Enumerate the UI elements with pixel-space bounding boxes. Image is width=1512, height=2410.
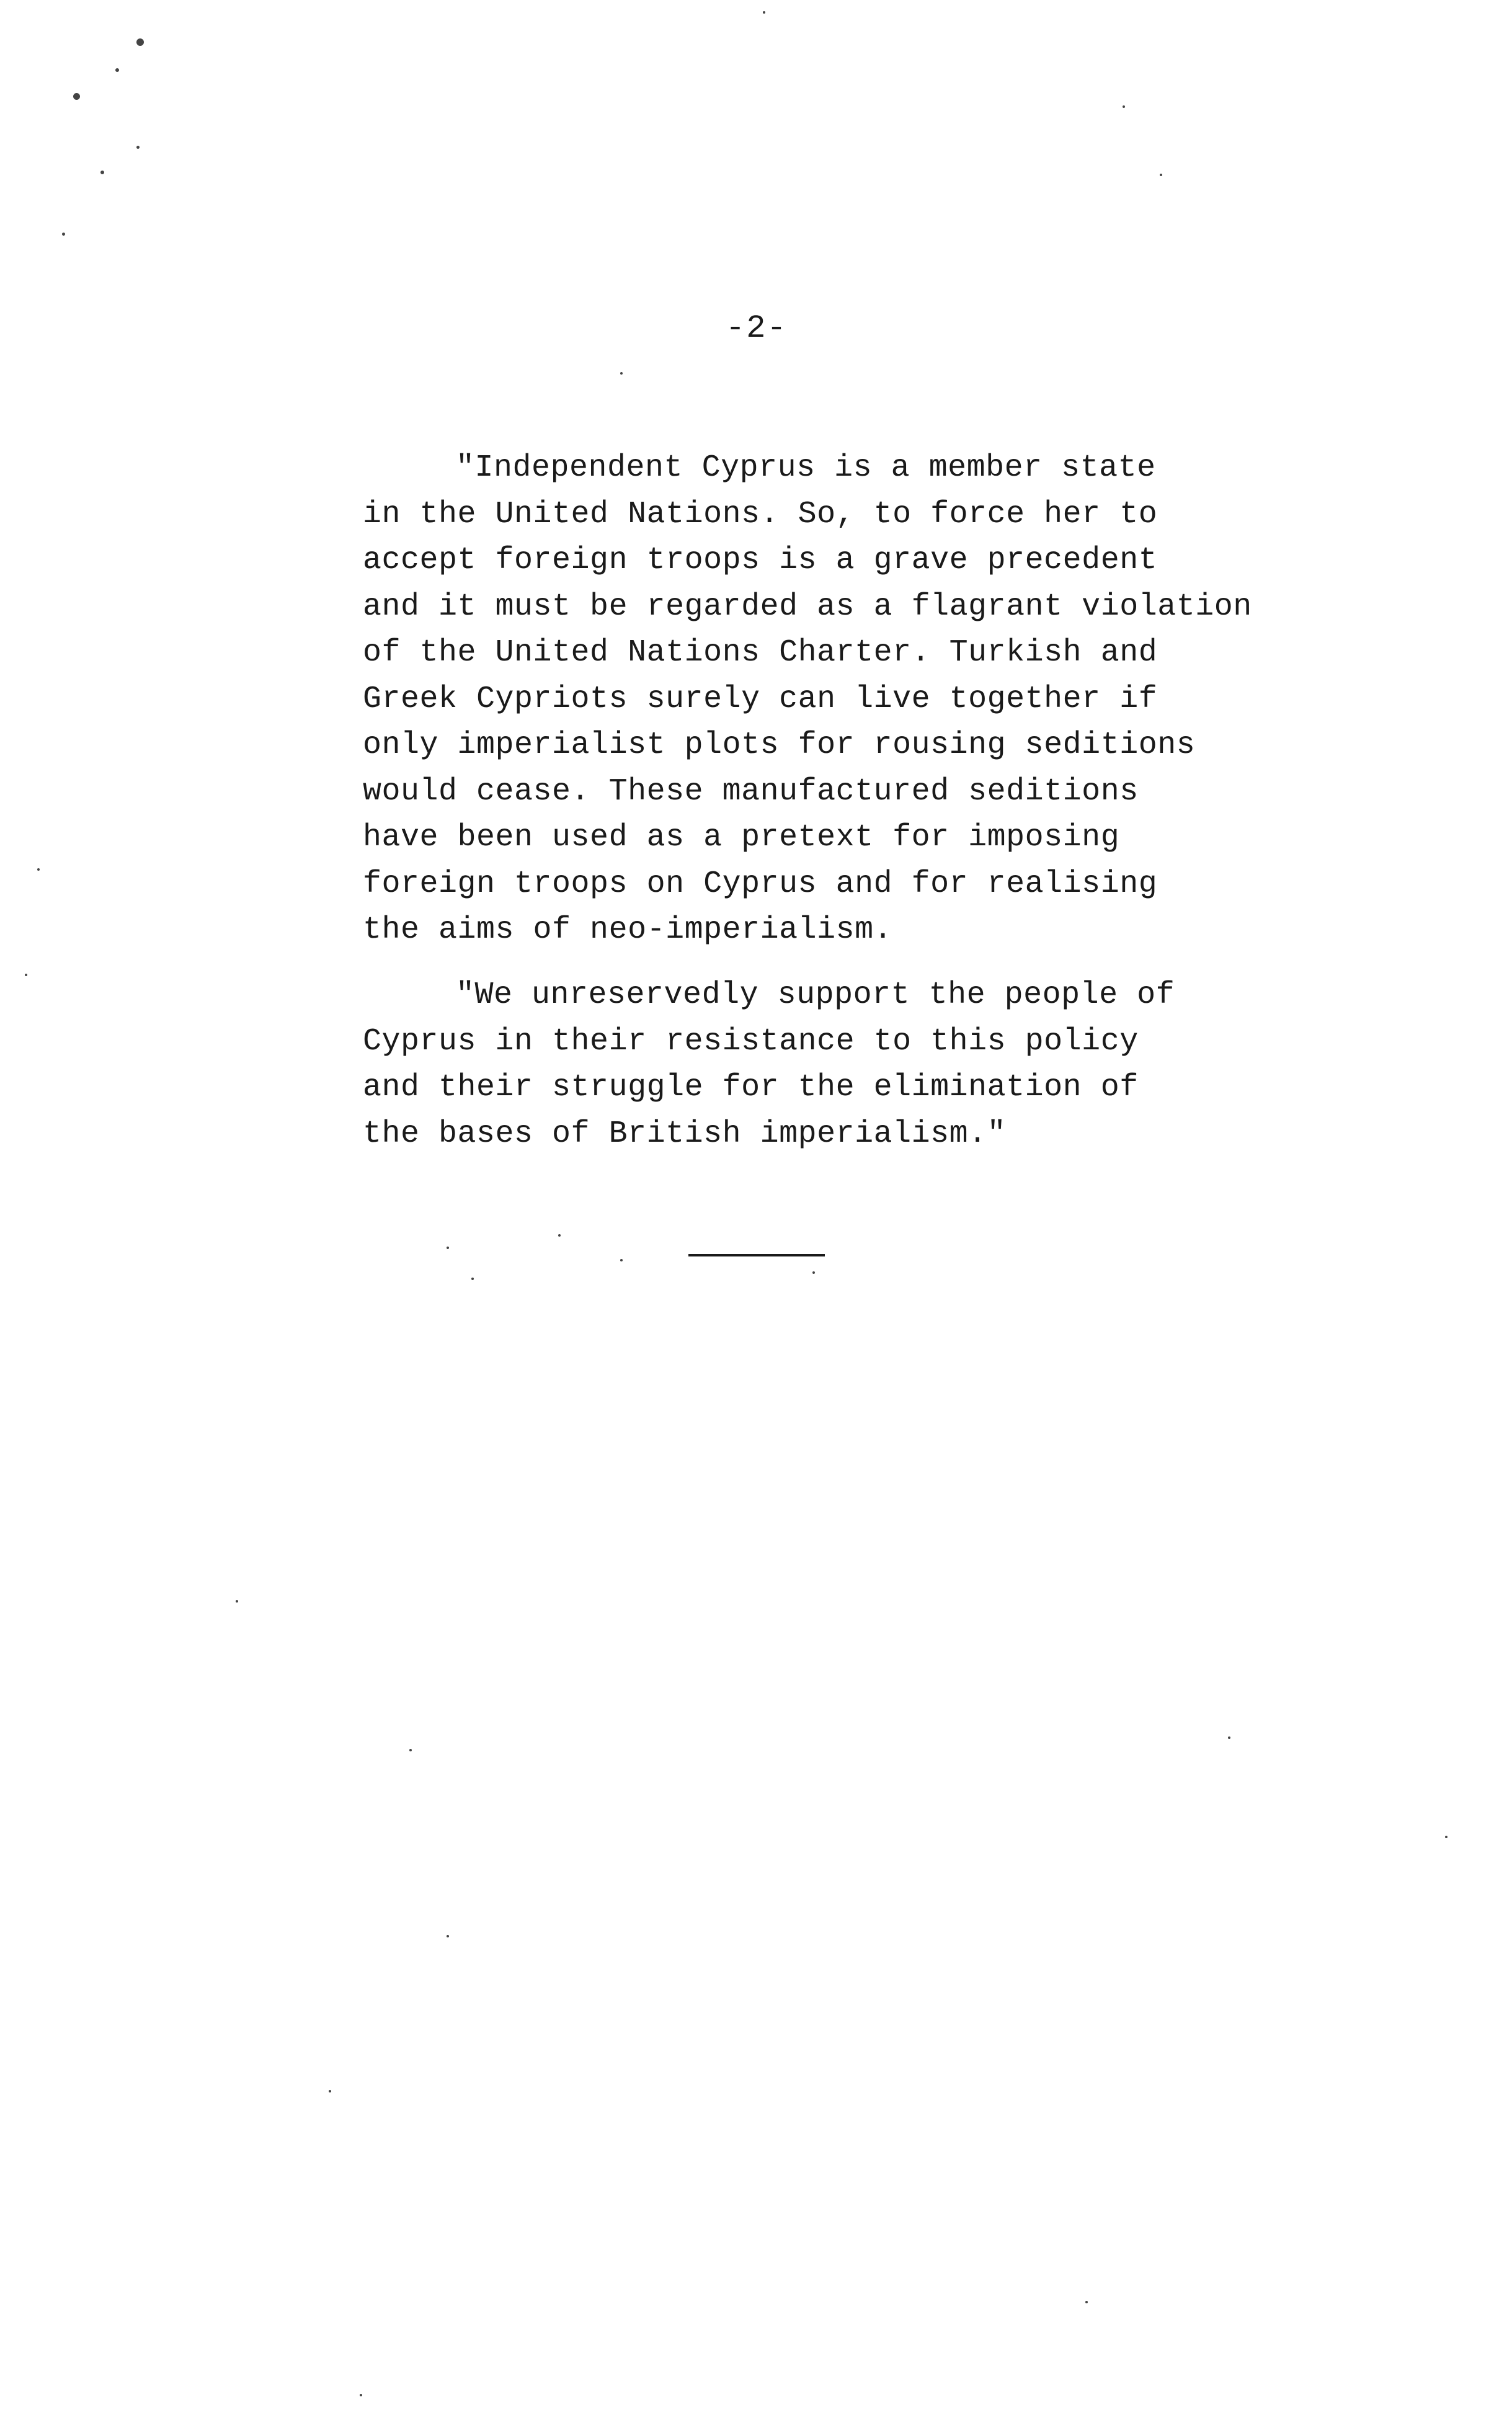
scan-speck (558, 1234, 561, 1237)
scan-speck (25, 974, 27, 976)
paragraph-line: "Independent Cyprus is a member state (456, 450, 1156, 486)
scan-speck (329, 2090, 331, 2092)
scan-speck (360, 2394, 362, 2396)
scan-speck (763, 11, 765, 14)
scan-speck (1085, 2301, 1088, 2303)
scan-speck (62, 233, 65, 236)
scan-speck (620, 372, 623, 375)
scan-speck (812, 1271, 815, 1274)
paragraph-line: Cyprus in their resistance to this policy (363, 1023, 1139, 1059)
paragraph-line: "We unreservedly support the people of (456, 977, 1175, 1013)
paragraph-line: have been used as a pretext for imposing (363, 820, 1120, 855)
paragraph-line: accept foreign troops is a grave precedent (363, 543, 1158, 578)
scan-speck (1160, 174, 1162, 176)
scan-speck (73, 93, 80, 100)
paragraph-line: of the United Nations Charter. Turkish and (363, 635, 1158, 670)
page-number: -2- (726, 310, 788, 347)
scan-speck (136, 38, 144, 46)
paragraph-line: would cease. These manufactured seditions (363, 773, 1139, 809)
paragraph-line: Greek Cypriots surely can live together if (363, 681, 1158, 717)
scan-speck (1445, 1836, 1448, 1838)
paragraph-line: the aims of neo-imperialism. (363, 912, 893, 948)
end-rule (688, 1254, 825, 1256)
scan-speck (409, 1749, 412, 1751)
paragraph-line: and it must be regarded as a flagrant violation (363, 589, 1252, 625)
paragraph-line: and their struggle for the elimination of (363, 1070, 1139, 1105)
scan-speck (236, 1600, 238, 1603)
scan-speck (37, 868, 40, 871)
paragraph-line: only imperialist plots for rousing seditions (363, 727, 1196, 763)
scan-speck (115, 68, 119, 72)
scan-speck (136, 146, 140, 149)
scan-speck (447, 1935, 449, 1937)
paragraph-1 (363, 445, 1293, 954)
scan-speck (447, 1247, 449, 1249)
paragraph-line: in the United Nations. So, to force her to (363, 496, 1158, 532)
scan-speck (1123, 105, 1125, 108)
paragraph-line: the bases of British imperialism." (363, 1116, 1007, 1152)
scan-speck (100, 171, 104, 174)
paragraph-line: foreign troops on Cyprus and for realising (363, 866, 1158, 902)
scan-speck (471, 1278, 474, 1280)
paragraph-2 (363, 972, 1293, 1157)
scan-speck (620, 1259, 623, 1261)
scan-speck (1228, 1736, 1230, 1739)
